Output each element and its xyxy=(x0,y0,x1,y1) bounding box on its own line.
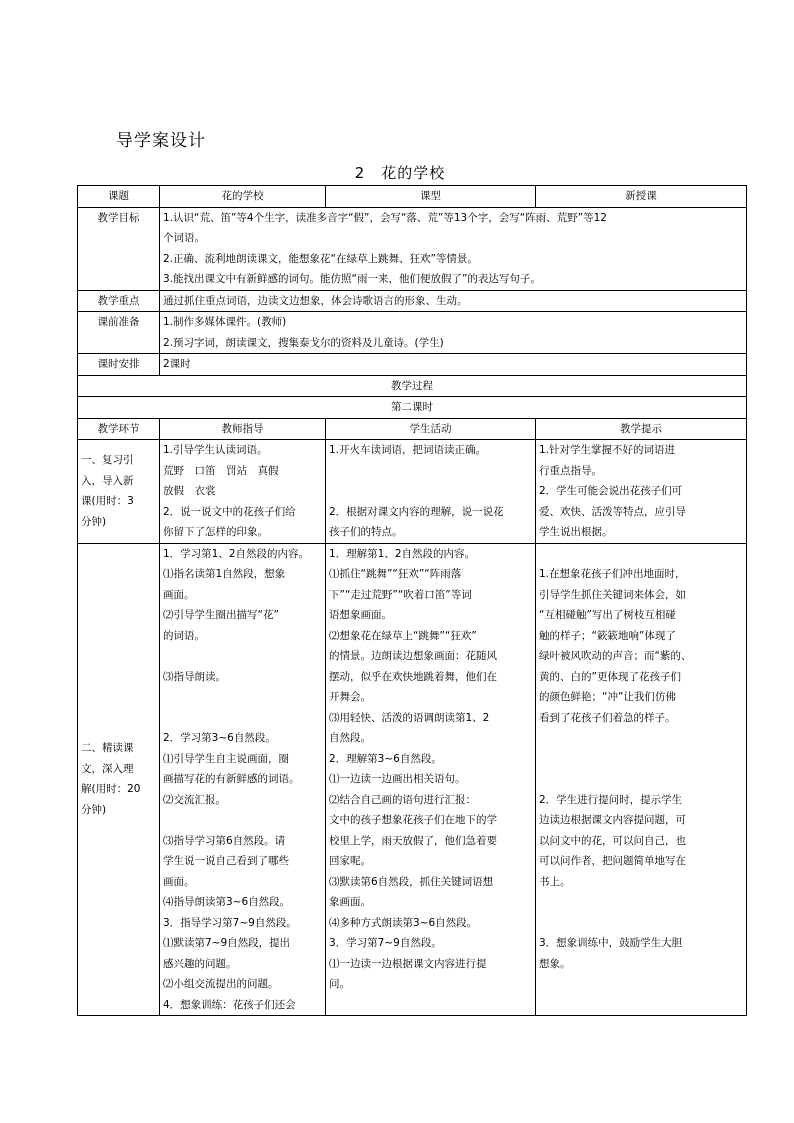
time-label: 课时安排 xyxy=(78,354,160,376)
stage1-tip xyxy=(536,440,747,544)
tip-line: 触的样子；“簌簌地响”体现了 xyxy=(539,629,676,642)
student-line: 校里上学，雨天放假了，他们急着要 xyxy=(329,834,497,847)
tip-line: 的颜色鲜艳；“冲”让我们仿佛 xyxy=(539,691,676,703)
goal-line: 2.正确、流利地朗读课文，能想象花“在绿草上跳舞、狂欢”等情景。 xyxy=(163,252,478,265)
session-row xyxy=(78,397,747,419)
time-value: 2课时 xyxy=(160,354,747,376)
teacher-line: 3．指导学习第7~9自然段。 xyxy=(163,916,297,929)
tip-line: “互相碰触”写出了树枝互相碰 xyxy=(539,609,676,621)
teacher-line: 1.引导学生认读词语。 xyxy=(163,444,268,456)
teacher-line: 4．想象训练：花孩子们还会 xyxy=(163,998,296,1011)
prep-label: 课前准备 xyxy=(78,312,160,354)
goals-label: 教学目标 xyxy=(78,207,160,290)
stage1-name xyxy=(78,440,160,544)
tip-line: 边读边根据课文内容提问题，可 xyxy=(539,814,686,826)
time-row xyxy=(78,354,747,376)
prep-line: 1.制作多媒体课件。(教师) xyxy=(163,316,287,328)
teacher-line: ⑴指名读第1自然段，想象 xyxy=(163,568,286,580)
student-line: 问。 xyxy=(329,978,350,990)
goal-line: 3.能找出课文中有新鲜感的词句。能仿照“雨一来，他们便放假了”的表达写句子。 xyxy=(163,273,541,285)
stage-name-line: 课(用时：3 xyxy=(81,495,134,508)
tip-line: 看到了花孩子们着急的样子。 xyxy=(539,711,676,724)
tip-line: 爱、欢快、活泼等特点，应引导 xyxy=(539,505,686,518)
stage1-row xyxy=(78,440,747,544)
lesson-number: 2 xyxy=(354,164,366,182)
topic-row xyxy=(78,186,747,208)
stage1-student xyxy=(326,440,536,544)
teacher-line: 你留下了怎样的印象。 xyxy=(163,526,268,538)
tip-line: 行重点指导。 xyxy=(539,464,602,477)
tip-line: 书上。 xyxy=(539,875,571,888)
lesson-title xyxy=(0,162,794,183)
tip-line: 黄的、白的”更体现了花孩子们 xyxy=(539,670,681,683)
student-line: ⑶用轻快、活泼的语调朗读第1、2 xyxy=(329,711,490,724)
tip-line: 学生说出根据。 xyxy=(539,526,613,538)
teacher-line: 画面。 xyxy=(163,875,195,888)
teacher-line: 学生说一说自己看到了哪些 xyxy=(163,855,289,867)
student-line: 3．学习第7~9自然段。 xyxy=(329,937,442,949)
student-line: ⑵想象花在绿草上“跳舞”“狂欢” xyxy=(329,629,477,642)
stage2-name xyxy=(78,543,160,1016)
student-line: 语想象画面。 xyxy=(329,609,392,621)
student-line: ⑶默读第6自然段，抓住关键词语想 xyxy=(329,875,494,888)
stage2-row xyxy=(78,543,747,1016)
prep-row xyxy=(78,312,747,354)
stage-name-line: 入，导入新 xyxy=(81,474,134,487)
tip-line: 1.在想象花孩子们冲出地面时， xyxy=(539,568,686,580)
student-line: 自然段。 xyxy=(329,732,371,744)
teacher-line: ⑵小组交流提出的问题。 xyxy=(163,978,279,990)
goal-line: 1.认识“荒、笛”等4个生字，读准多音字“假”，会写“落、荒”等13个字，会写“阵雨、荒野”等12 xyxy=(163,211,607,224)
header-stage: 教学环节 xyxy=(78,418,160,440)
prep-line: 2.预习字词，朗读课文，搜集泰戈尔的资料及儿童诗。(学生) xyxy=(163,336,444,349)
teacher-line: 画面。 xyxy=(163,588,195,601)
teacher-line: 2．学习第3~6自然段。 xyxy=(163,732,276,744)
teacher-line: ⑶指导学习第6自然段。请 xyxy=(163,834,286,847)
teacher-line: ⑵交流汇报。 xyxy=(163,793,226,806)
lesson-name: 花的学校 xyxy=(381,164,446,182)
focus-value: 通过抓住重点词语，边读文边想象，体会诗歌语言的形象、生动。 xyxy=(160,290,747,312)
student-line: ⑴一边读一边根据课文内容进行提 xyxy=(329,957,487,970)
student-line: ⑷多种方式朗读第3~6自然段。 xyxy=(329,916,478,929)
teacher-line: 荒野 口笛 罚站 真假 xyxy=(163,464,279,477)
teacher-line: 放假 衣裳 xyxy=(163,485,216,497)
student-line: ⑴一边读一边画出相关语句。 xyxy=(329,773,466,785)
type-value: 新授课 xyxy=(536,186,747,208)
stage-name-line: 二、精读课 xyxy=(81,742,134,755)
stage-name-line: 分钟) xyxy=(81,515,107,528)
type-label: 课型 xyxy=(326,186,536,208)
process-title-row xyxy=(78,375,747,397)
tip-line: 可以问作者，把问题简单地写在 xyxy=(539,855,686,867)
focus-label: 教学重点 xyxy=(78,290,160,312)
stage-name-line: 文，深入理 xyxy=(81,762,134,775)
teacher-line: ⑴默读第7~9自然段，提出 xyxy=(163,937,291,949)
tip-line: 想象。 xyxy=(539,957,571,970)
tip-line: 2．学生可能会说出花孩子们可 xyxy=(539,485,683,497)
goal-line: 个词语。 xyxy=(163,232,205,244)
student-line: 1.开火车读词语，把词语读正确。 xyxy=(329,444,487,456)
student-line: 象画面。 xyxy=(329,896,371,908)
tip-line: 1.针对学生掌握不好的词语进 xyxy=(539,444,676,456)
student-line: 2．根据对课文内容的理解，说一说花 xyxy=(329,505,504,518)
focus-row xyxy=(78,290,747,312)
goals-row xyxy=(78,207,747,290)
tip-line: 以问文中的花，可以问自己，也 xyxy=(539,834,686,847)
process-title: 教学过程 xyxy=(78,375,747,397)
teacher-line: ⑷指导朗读第3~6自然段。 xyxy=(163,896,291,908)
student-line: 摆动，似乎在欢快地跳着舞，他们在 xyxy=(329,670,497,683)
lesson-plan-table xyxy=(77,185,747,1016)
header-tip: 教学提示 xyxy=(536,418,747,440)
topic-label: 课题 xyxy=(78,186,160,208)
document-heading: 导学案设计 xyxy=(116,131,206,151)
student-line: 1．理解第1、2自然段的内容。 xyxy=(329,547,476,560)
teacher-line: 画描写花的有新鲜感的词语。 xyxy=(163,773,300,785)
student-line: 的情景。边朗读边想象画面：花随风 xyxy=(329,650,497,662)
stage-name-line: 分钟) xyxy=(81,803,107,816)
tip-line: 2．学生进行提问时，提示学生 xyxy=(539,793,683,806)
teacher-line: 1．学习第1、2自然段的内容。 xyxy=(163,547,310,560)
tip-line: 绿叶被风吹动的声音；而“紫的、 xyxy=(539,650,692,662)
stage1-teacher xyxy=(160,440,326,544)
student-line: 回家呢。 xyxy=(329,855,371,867)
student-line: 开舞会。 xyxy=(329,691,371,703)
session-title: 第二课时 xyxy=(78,397,747,419)
stage-name-line: 解(用时：20 xyxy=(81,783,141,796)
tip-line: 3．想象训练中，鼓励学生大胆 xyxy=(539,937,683,949)
stage2-student xyxy=(326,543,536,1016)
teacher-line: 感兴趣的问题。 xyxy=(163,957,237,970)
stage2-tip xyxy=(536,543,747,1016)
tip-line: 引导学生抓住关键词来体会，如 xyxy=(539,588,686,601)
student-line: 2．理解第3~6自然段。 xyxy=(329,752,442,765)
student-line: 下”“走过荒野”“吹着口笛”等词 xyxy=(329,588,472,601)
header-student: 学生活动 xyxy=(326,418,536,440)
teacher-line: ⑴引导学生自主说画面，圈 xyxy=(163,752,289,765)
teacher-line: ⑵引导学生圈出描写“花” xyxy=(163,609,279,621)
student-line: ⑵结合自己画的语句进行汇报： xyxy=(329,793,476,806)
prep-content xyxy=(160,312,747,354)
student-line: 孩子们的特点。 xyxy=(329,526,403,538)
teacher-line: ⑶指导朗读。 xyxy=(163,670,226,683)
teacher-line: 的词语。 xyxy=(163,629,205,642)
student-line: ⑴抓住“跳舞”“狂欢”“阵雨落 xyxy=(329,568,462,580)
teacher-line: 2．说一说文中的花孩子们给 xyxy=(163,505,296,518)
stage2-teacher xyxy=(160,543,326,1016)
goals-content xyxy=(160,207,747,290)
topic-value: 花的学校 xyxy=(160,186,326,208)
header-teacher: 教师指导 xyxy=(160,418,326,440)
stage-name-line: 一、复习引 xyxy=(81,454,134,467)
student-line: 文中的孩子想象花孩子们在地下的学 xyxy=(329,814,497,826)
process-header-row xyxy=(78,418,747,440)
